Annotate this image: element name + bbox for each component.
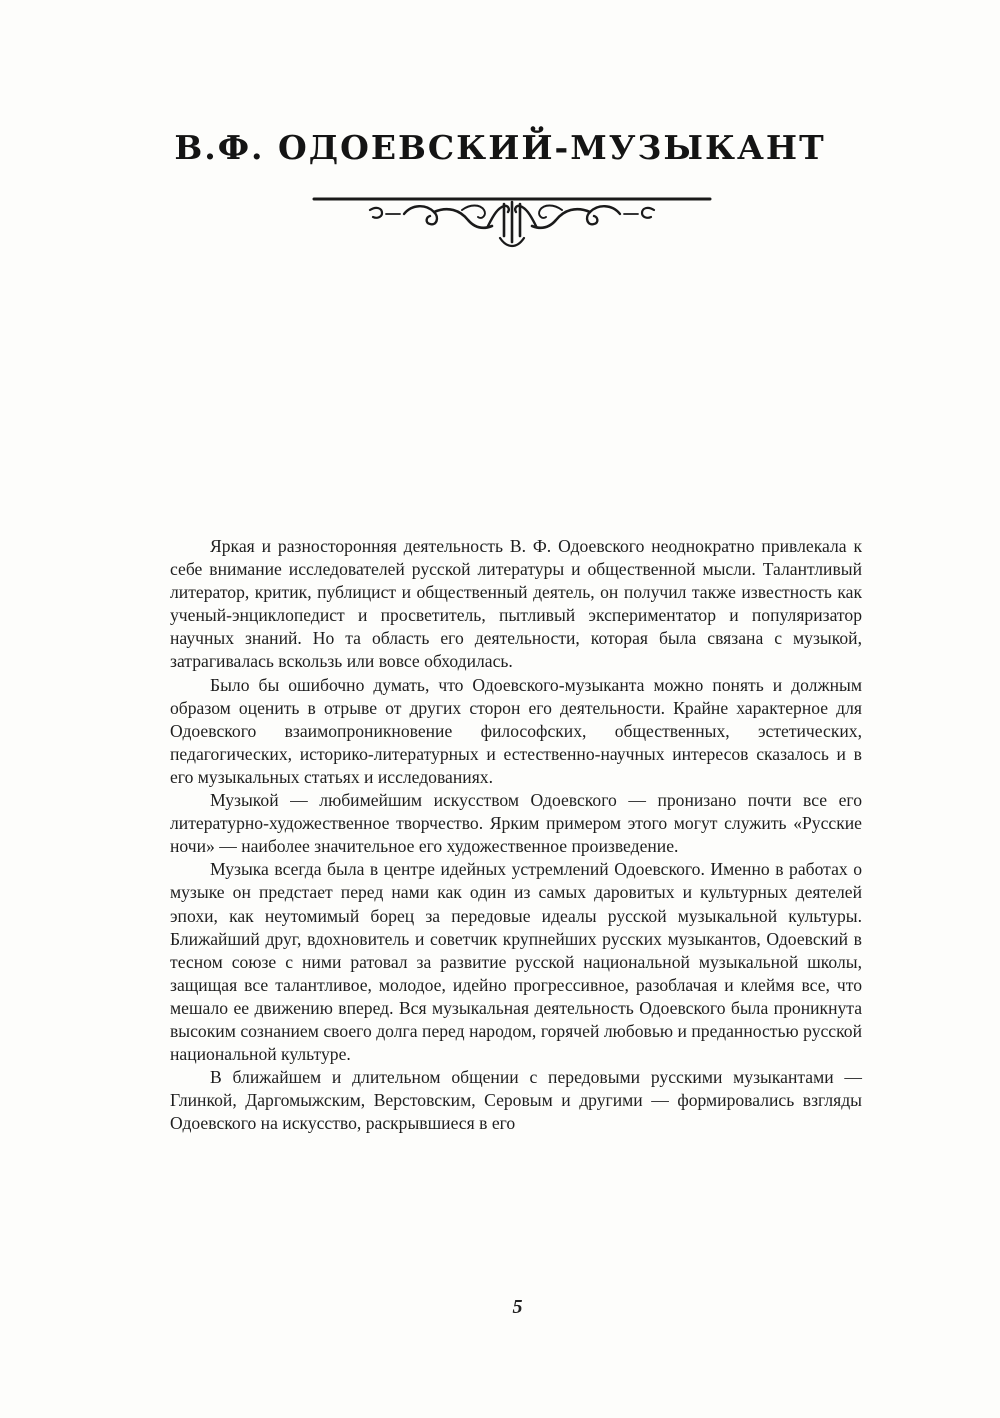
article-body — [170, 535, 862, 1135]
page-number: 5 — [512, 1296, 523, 1318]
paragraph: Яркая и разносторонняя деятельность В. Ф. Одоевского неоднократно привлекала к себе внимание исследователей русской литературы и общественной мысли. Талантливый литератор, критик, публицист и общественный деятель, он получил также известность как ученый-энциклопедист и просветитель, пытливый экспериментатор и популяризатор научных знаний. Но та область его деятельности, которая была связана с музыкой, затрагивалась вскользь или вовсе обходилась. — [170, 536, 862, 672]
paragraph: Музыка всегда была в центре идейных устремлений Одоевского. Именно в работах о музыке он предстает перед нами как один из самых даровитых и культурных деятелей эпохи, как неутомимый борец за передовые идеалы русской музыкальной культуры. Ближайший друг, вдохновитель и советчик крупнейших русских музыкантов, Одоевский в тесном союзе с ними ратовал за развитие русской национальной музыкальной школы, защищая все талантливое, молодое, идейно прогрессивное, разоблачая и клеймя все, что мешало ее движению вперед. Вся музыкальная деятельность Одоевского была проникнута высоким сознанием своего долга перед народом, горячей любовью и преданностью русской национальной культуре. — [170, 859, 862, 1065]
decorative-scroll-divider-icon — [312, 190, 712, 254]
paragraph: Музыкой — любимейшим искусством Одоевского — пронизано почти все его литературно-художественное творчество. Ярким примером этого могут служить «Русские ночи» — наиболее значительное его художественное произведение. — [170, 790, 862, 857]
paragraph: В ближайшем и длительном общении с передовыми русскими музыкантами — Глинкой, Даргомыжским, Верстовским, Серовым и другими — формировались взгляды Одоевского на искусство, раскрывшиеся в его — [170, 1067, 862, 1134]
paragraph: Было бы ошибочно думать, что Одоевского-музыканта можно понять и должным образом оценить в отрыве от других сторон его деятельности. Крайне характерное для Одоевского взаимопроникновение философских, общественных, эстетических, педагогических, историко-литературных и естественно-научных интересов сказалось и в его музыкальных статьях и исследованиях. — [170, 674, 862, 787]
page-title: В.Ф. ОДОЕВСКИЙ-МУЗЫКАНТ — [174, 128, 826, 167]
